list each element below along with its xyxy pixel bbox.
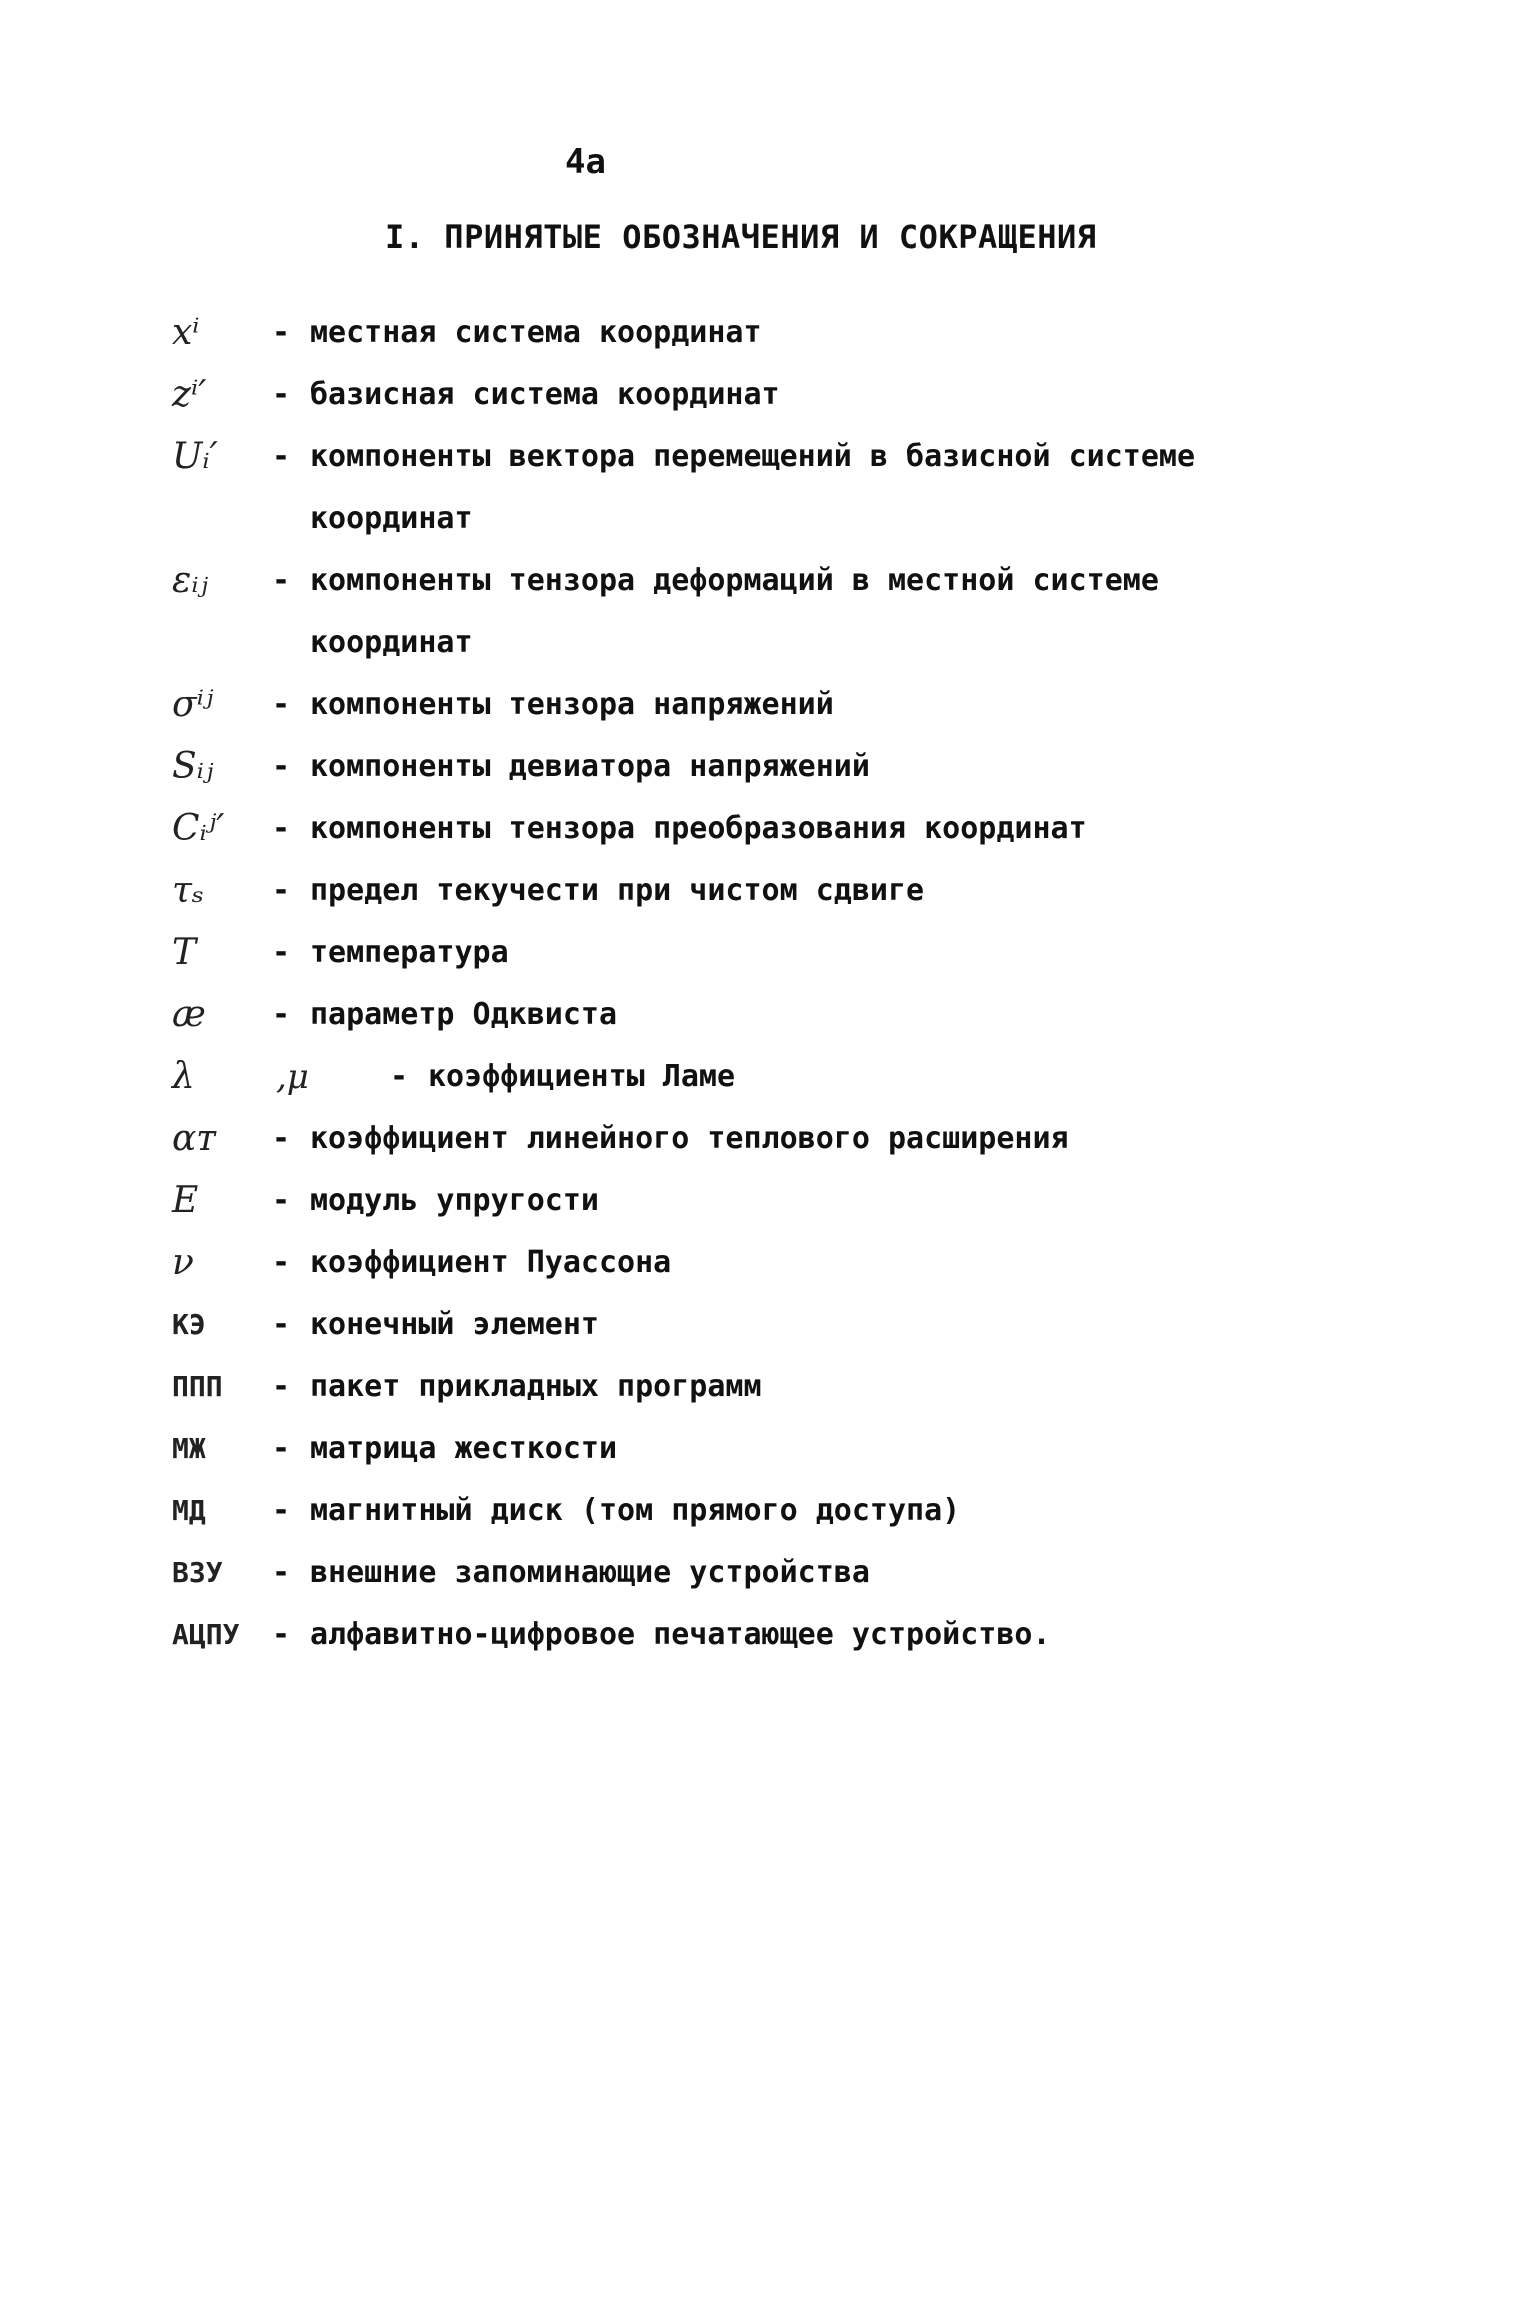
dash: - — [272, 811, 291, 846]
section-title: I. ПРИНЯТЫЕ ОБОЗНАЧЕНИЯ И СОКРАЩЕНИЯ — [385, 218, 1097, 256]
definition: компоненты тензора напряжений — [310, 687, 834, 722]
symbol-elastic-modulus: E — [172, 1180, 199, 1221]
list-item — [0, 305, 1519, 361]
definition: компоненты тензора деформаций в местной системе — [310, 563, 1159, 598]
dash: - — [272, 1245, 291, 1280]
definition: предел текучести при чистом сдвиге — [310, 873, 925, 908]
abbreviation-ppp: ППП — [172, 1370, 223, 1403]
definition: алфавитно-цифровое печатающее устройство. — [310, 1617, 1051, 1652]
list-item — [0, 987, 1519, 1043]
definition: местная система координат — [310, 315, 762, 350]
dash: - — [390, 1059, 409, 1094]
abbreviation-atspu: АЦПУ — [172, 1618, 240, 1651]
symbol-stress-tensor: σⁱʲ — [172, 684, 214, 725]
dash: - — [272, 1307, 291, 1342]
definition: пакет прикладных программ — [310, 1369, 762, 1404]
symbol-temperature: T — [172, 932, 197, 973]
symbol-stress-deviator: Sᵢⱼ — [172, 746, 214, 787]
dash: - — [272, 1555, 291, 1590]
symbol-odqvist-parameter: æ — [172, 994, 206, 1035]
dash: - — [272, 377, 291, 412]
list-item — [0, 1483, 1519, 1539]
abbreviation-ke: КЭ — [172, 1308, 206, 1341]
symbol-lame-mu: ,μ — [276, 1057, 309, 1097]
symbol-strain-tensor: εᵢⱼ — [172, 560, 209, 601]
definition: компоненты тензора преобразования координат — [310, 811, 1087, 846]
dash: - — [272, 439, 291, 474]
list-item — [0, 925, 1519, 981]
definition: конечный элемент — [310, 1307, 599, 1342]
definition: компоненты девиатора напряжений — [310, 749, 870, 784]
definition: базисная система координат — [310, 377, 780, 412]
dash: - — [272, 935, 291, 970]
list-item — [0, 1173, 1519, 1229]
list-item — [0, 429, 1519, 485]
list-item — [0, 739, 1519, 795]
symbol-yield-limit: τₛ — [172, 870, 205, 911]
definition: магнитный диск (том прямого доступа) — [310, 1493, 961, 1528]
definition: матрица жесткости — [310, 1431, 618, 1466]
dash: - — [272, 1431, 291, 1466]
dash: - — [272, 563, 291, 598]
abbreviation-vzu: ВЗУ — [172, 1556, 223, 1589]
dash: - — [272, 1183, 291, 1218]
dash: - — [272, 1369, 291, 1404]
symbol-poisson-ratio: ν — [172, 1242, 194, 1283]
list-item — [0, 863, 1519, 919]
list-item — [0, 367, 1519, 423]
abbreviation-mzh: МЖ — [172, 1432, 206, 1465]
list-item — [0, 553, 1519, 609]
definition: температура — [310, 935, 509, 970]
list-item — [0, 1235, 1519, 1291]
dash: - — [272, 873, 291, 908]
definition: внешние запоминающие устройства — [310, 1555, 870, 1590]
symbol-local-coordinates: xⁱ — [172, 312, 200, 353]
list-item — [0, 1421, 1519, 1477]
dash: - — [272, 997, 291, 1032]
page-number: 4a — [565, 142, 606, 182]
definition: коэффициент линейного теплового расширения — [310, 1121, 1069, 1156]
abbreviation-md: МД — [172, 1494, 206, 1527]
list-item — [0, 801, 1519, 857]
dash: - — [272, 687, 291, 722]
list-item — [0, 1545, 1519, 1601]
definition: параметр Одквиста — [310, 997, 618, 1032]
definition: компоненты вектора перемещений в базисной системе — [310, 439, 1196, 474]
definition: коэффициент Пуассона — [310, 1245, 672, 1280]
symbol-lame-lambda: λ — [172, 1056, 195, 1097]
definition: модуль упругости — [310, 1183, 599, 1218]
definition: коэффициенты Ламе — [428, 1059, 736, 1094]
symbol-thermal-expansion: αᴛ — [172, 1118, 217, 1159]
list-item — [0, 1607, 1519, 1663]
list-item — [0, 1049, 1519, 1105]
definition-continuation: координат — [310, 501, 473, 536]
list-item — [0, 1359, 1519, 1415]
symbol-basis-coordinates: zⁱ′ — [172, 374, 207, 415]
dash: - — [272, 1617, 291, 1652]
symbol-transformation-tensor: Cᵢʲ′ — [172, 808, 225, 849]
list-item — [0, 677, 1519, 733]
list-item — [0, 1111, 1519, 1167]
dash: - — [272, 315, 291, 350]
list-item — [0, 1297, 1519, 1353]
definition-continuation: координат — [310, 625, 473, 660]
symbol-displacement-vector: Uᵢ′ — [172, 436, 218, 477]
dash: - — [272, 749, 291, 784]
dash: - — [272, 1493, 291, 1528]
dash: - — [272, 1121, 291, 1156]
